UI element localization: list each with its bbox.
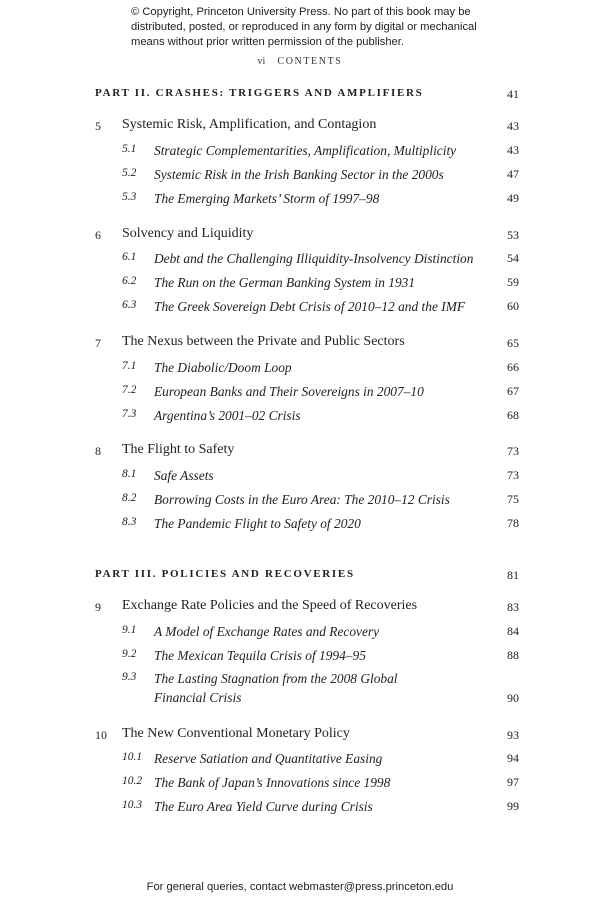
copyright-line: distributed, posted, or reproduced in any form by digital or mechanical (131, 21, 477, 33)
section-page: 59 (507, 275, 519, 289)
section-number: 7.3 (122, 408, 137, 420)
chapter-title: Systemic Risk, Amplification, and Contagion (122, 117, 377, 132)
section-title: The Run on the German Banking System in 1931 (154, 275, 416, 290)
section-title: The Lasting Stagnation from the 2008 Global Financial Crisis (154, 671, 398, 705)
section-title: The Bank of Japan’s Innovations since 1998 (154, 775, 391, 790)
section-title: The Diabolic/Doom Loop (154, 360, 292, 375)
section-title: The Mexican Tequila Crisis of 1994–95 (154, 648, 366, 663)
section-number: 7.1 (122, 360, 137, 372)
copyright-line: means without prior written permission of the publisher. (131, 36, 404, 48)
chapter-page: 83 (507, 600, 519, 614)
chapter-number: 6 (95, 228, 101, 242)
section-number: 10.2 (122, 775, 143, 787)
section-page: 68 (507, 408, 519, 422)
chapter-number: 9 (95, 600, 101, 614)
copyright-line: © Copyright, Princeton University Press. No part of this book may be (131, 6, 471, 18)
chapter-page: 73 (507, 444, 519, 458)
section-page: 78 (507, 516, 519, 530)
chapter-number: 7 (95, 336, 101, 350)
part-title: PART III. POLICIES AND RECOVERIES (95, 568, 355, 580)
section-number: 5.2 (122, 167, 137, 179)
section-page: 49 (507, 191, 519, 205)
section-title: Debt and the Challenging Illiquidity-Insolvency Distinction (154, 251, 474, 266)
section-title: Strategic Complementarities, Amplification, Multiplicity (154, 143, 457, 158)
copyright-notice (131, 5, 481, 50)
section-title: Systemic Risk in the Irish Banking Sector in the 2000s (154, 167, 444, 182)
section-page: 67 (507, 384, 519, 398)
section-number: 6.3 (122, 299, 137, 311)
chapter-number: 8 (95, 444, 101, 458)
section-number: 10.1 (122, 751, 143, 763)
section-page: 43 (507, 143, 519, 157)
section-number: 7.2 (122, 384, 137, 396)
section-number: 5.3 (122, 191, 137, 203)
section-number: 9.2 (122, 648, 137, 660)
section-title: Safe Assets (154, 468, 214, 483)
section-title: The Greek Sovereign Debt Crisis of 2010–12 and the IMF (154, 299, 466, 314)
section-title: Borrowing Costs in the Euro Area: The 2010–12 Crisis (154, 492, 450, 507)
section-page: 66 (507, 360, 519, 374)
section-number: 9.1 (122, 624, 137, 636)
chapter-title: The Flight to Safety (122, 442, 235, 457)
section-title: The Euro Area Yield Curve during Crisis (154, 799, 373, 814)
section-page: 84 (507, 624, 519, 638)
section-page: 54 (507, 251, 519, 265)
part-heading (95, 87, 519, 99)
chapter-title: The New Conventional Monetary Policy (122, 726, 350, 741)
running-head-label: CONTENTS (277, 56, 343, 67)
part-page: 41 (507, 87, 519, 101)
part-heading (95, 568, 519, 580)
section-title: European Banks and Their Sovereigns in 2007–10 (154, 384, 424, 399)
section-page: 88 (507, 648, 519, 662)
section-number: 9.3 (122, 671, 137, 683)
section-number: 8.3 (122, 516, 137, 528)
footer-contact: For general queries, contact webmaster@press.princeton.edu (146, 881, 454, 893)
section-page: 97 (507, 775, 519, 789)
section-number: 10.3 (122, 799, 143, 811)
chapter-page: 53 (507, 228, 519, 242)
section-number: 8.1 (122, 468, 137, 480)
chapter-page: 65 (507, 336, 519, 350)
section-page: 94 (507, 751, 519, 765)
section-page: 47 (507, 167, 519, 181)
section-title: A Model of Exchange Rates and Recovery (154, 624, 380, 639)
section-title: The Emerging Markets’ Storm of 1997–98 (154, 191, 380, 206)
section-number: 6.1 (122, 251, 137, 263)
chapter-page: 93 (507, 728, 519, 742)
section-page: 73 (507, 468, 519, 482)
chapter-title: Exchange Rate Policies and the Speed of Recoveries (122, 598, 418, 613)
chapter-number: 5 (95, 119, 101, 133)
section-page: 60 (507, 299, 519, 313)
chapter-page: 43 (507, 119, 519, 133)
section-number: 6.2 (122, 275, 137, 287)
running-head (0, 56, 600, 67)
section-page: 75 (507, 492, 519, 506)
section-number: 8.2 (122, 492, 137, 504)
section-title: Reserve Satiation and Quantitative Easing (154, 751, 383, 766)
section-page: 99 (507, 799, 519, 813)
section-title: The Pandemic Flight to Safety of 2020 (154, 516, 361, 531)
section-page: 90 (507, 691, 519, 705)
chapter-title: Solvency and Liquidity (122, 226, 254, 241)
chapter-title: The Nexus between the Private and Public Sectors (122, 334, 405, 349)
chapter-number: 10 (95, 728, 107, 742)
part-title: PART II. CRASHES: TRIGGERS AND AMPLIFIERS (95, 87, 424, 99)
part-page: 81 (507, 568, 519, 582)
running-head-page: vi (257, 56, 266, 67)
section-title: Argentina’s 2001–02 Crisis (154, 408, 301, 423)
section-number: 5.1 (122, 143, 137, 155)
